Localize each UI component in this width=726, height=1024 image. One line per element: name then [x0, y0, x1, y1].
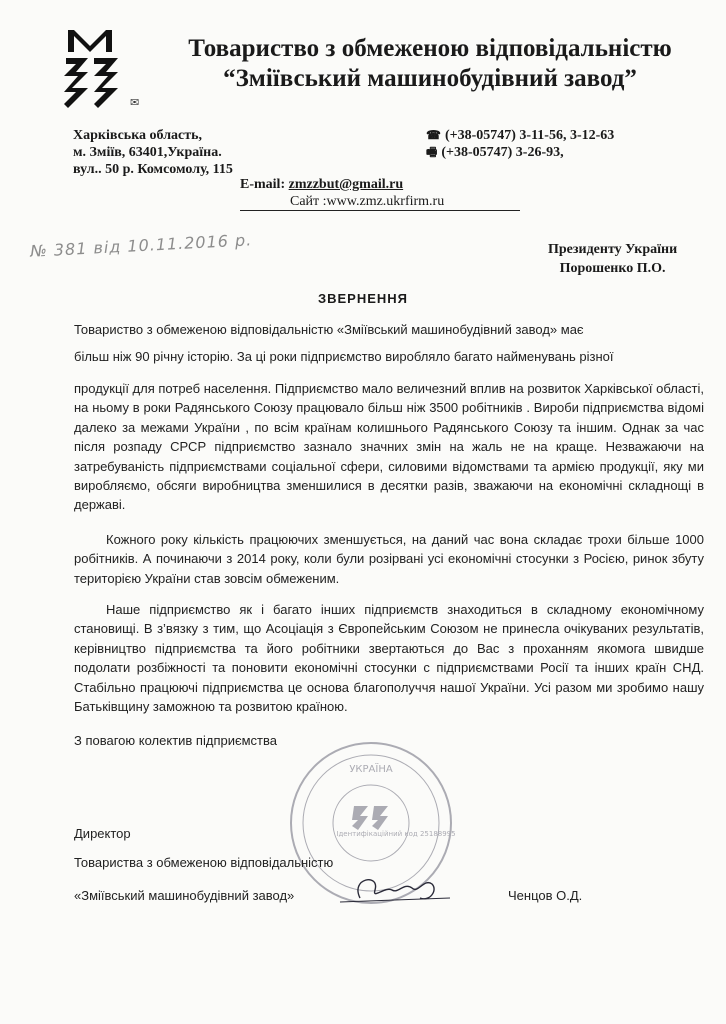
handwritten-reference: № 381 від 10.11.2016 р.: [29, 230, 253, 261]
stamp-country: УКРАЇНА: [349, 764, 393, 775]
recipient-line-1: Президенту України: [548, 242, 678, 257]
address-block: [73, 127, 233, 178]
email-link[interactable]: zmzzbut@gmail.ru: [288, 177, 404, 192]
phone-icon: ☎: [426, 128, 441, 142]
email-label: E-mail:: [240, 177, 286, 192]
phone-block: [426, 127, 614, 161]
body-paragraph-2: більш ніж 90 річну історію. За ці роки підприємство виробляло багато найменувань різної: [74, 349, 614, 364]
recipient-line-2: Порошенко П.О.: [559, 261, 666, 276]
body-paragraph-4: Кожного року кількість працюючих зменшується, на даний час вона складає трохи більше 1000 робітників. А починаючи з 2014 року, коли були розірвані усі економічні стосунки з Росією, ринок збуту територією України став зовсім обмеженим.: [74, 532, 704, 586]
phone-number: (+38-05747) 3-11-56, 3-12-63: [444, 128, 615, 143]
envelope-icon: ✉: [130, 97, 140, 109]
signatory-title: Директор: [74, 826, 131, 841]
address-line: Харківська область,: [73, 128, 203, 143]
signatory-org-line-1: Товариства з обмеженою відповідальністю: [74, 855, 334, 870]
body-paragraph-3: продукції для потреб населення. Підприємство мало величезний вплив на розвиток Харківської області, на ньому в роки Радянського Союзу працювало більш ніж 3500 робітників . Вироби підприємства відомі далеко за межами України , по всім країнам колишнього Радянського Союзу та іншим. Однак за час після розпаду СРСР підприємство зазнало значних змін на жаль не на краще. Незважаючи на затребуваність підприємствами соціальної сфери, силовими відомствами та армією продукції, яку ми виробляємо, обсяги виробництва зменшилися в десятки разів, зважаючи на економічні складнощі в державі.: [74, 381, 704, 513]
address-line: вул.. 50 р. Комсомолу, 115: [73, 162, 233, 177]
website-line: Сайт :www.zmz.ukrfirm.ru: [240, 193, 520, 211]
document-heading: ЗВЕРНЕННЯ: [317, 291, 409, 306]
fax-icon: 🖷: [426, 145, 438, 159]
handwritten-signature: [320, 868, 470, 908]
contact-block: [240, 176, 540, 211]
recipient-block: [548, 240, 677, 278]
company-line-2: “Зміївський машинобудівний завод”: [223, 65, 637, 92]
body-paragraph-5: Наше підприємство як і багато інших підприємств знаходиться в складному економічному становищі. В з’вязку з тим, що Асоціація з Європейським Союзом не принесла очікуваних результатів, керівництво підприємства та його робітники звертаються до Вас з проханням якомога швидше подолати розбіжності та поновити економічні стосунки с підприємствами Росії та інших країн СНД. Стабільно працюючі підприємства це основа благополуччя нашої України. Усі разом ми зробимо нашу Батьківщину заможною та розвитою країною.: [74, 602, 704, 715]
company-name: [150, 34, 710, 94]
closing-line: З повагою колектив підприємства: [74, 733, 277, 748]
company-logo: [62, 30, 124, 110]
stamp-code: Ідентифікаційний код 25188995: [336, 830, 456, 838]
company-line-1: Товариство з обмеженою відповідальністю: [188, 35, 672, 62]
address-line: м. Зміїв, 63401,Україна.: [73, 145, 222, 160]
fax-number: (+38-05747) 3-26-93,: [441, 145, 564, 160]
signatory-org-line-2: «Зміївський машинобудівний завод»: [74, 888, 295, 903]
body-paragraph-1: Товариство з обмеженою відповідальністю «Зміївський машинобудівний завод» має: [74, 322, 584, 337]
signatory-name: Ченцов О.Д.: [508, 888, 583, 903]
